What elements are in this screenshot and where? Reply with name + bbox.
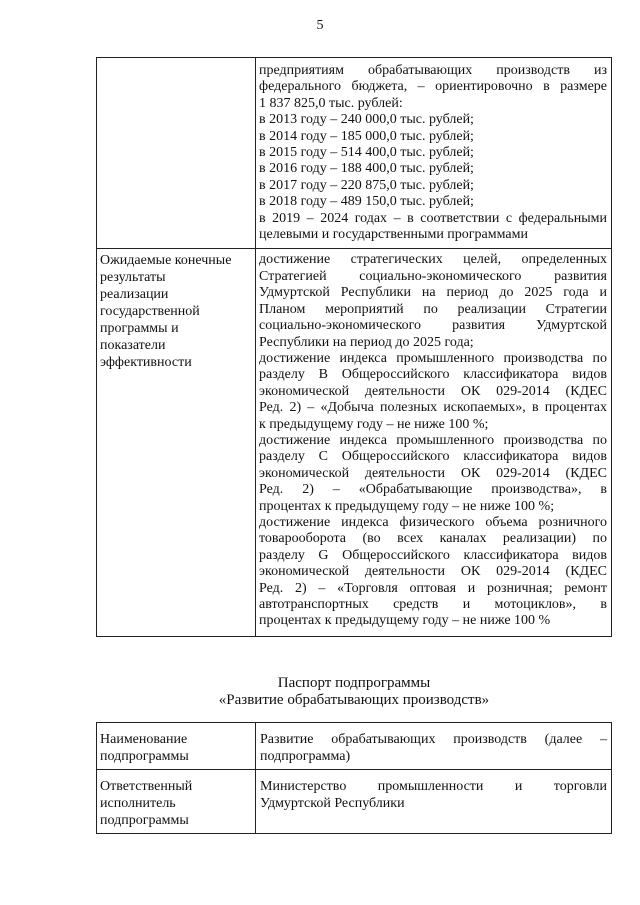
text-line: Министерство промышленности и торговли <box>260 779 607 794</box>
subprogram-name-label <box>97 723 256 770</box>
responsible-executor-row <box>97 770 612 834</box>
label-line: результаты <box>100 270 166 286</box>
funding-text-cell <box>256 58 612 249</box>
text-line: в 2015 году – 514 400,0 тыс. рублей; <box>259 145 474 161</box>
text-line: разделу G Общероссийского классификатора видов <box>259 547 607 563</box>
text-line: федерального бюджета, – ориентировочно в размере <box>259 79 607 95</box>
text-line: Развитие обрабатывающих производств (далее – <box>260 732 607 747</box>
text-line: Ред. 2) – «Обрабатывающие производства», в <box>259 482 607 498</box>
label-line: реализации <box>100 287 169 303</box>
text-line: достижение индекса физического объема розничного <box>259 514 607 530</box>
text-line: Республики на период до 2025 года; <box>259 334 474 350</box>
label-line: подпрограммы <box>100 813 189 828</box>
text-line: достижение индекса промышленного производства по <box>259 432 607 448</box>
text-line: в 2018 году – 489 150,0 тыс. рублей; <box>259 194 474 210</box>
subprogram-name-value <box>256 723 612 770</box>
page-number: 5 <box>316 18 324 33</box>
program-passport-table <box>96 57 612 637</box>
label-line: Ответственный <box>100 779 193 794</box>
text-line: Удмуртской Республики на период до 2025 года и <box>259 285 607 301</box>
expected-results-row <box>97 249 612 636</box>
text-line: в 2013 году – 240 000,0 тыс. рублей; <box>259 112 474 128</box>
text-line: целевыми и государственными программами <box>259 227 528 243</box>
text-line: к предыдущему году – не ниже 100 %; <box>259 416 489 432</box>
text-line: Планом мероприятий по реализации Стратегии <box>259 301 607 317</box>
text-line: достижение индекса промышленного производства по <box>259 350 607 366</box>
responsible-executor-label <box>97 770 256 834</box>
text-line: товарооборота (во всех каналах реализации) по <box>259 531 607 547</box>
text-line: достижение стратегических целей, определенных <box>259 252 607 268</box>
funding-continuation-row <box>97 58 612 249</box>
expected-results-text <box>256 249 612 636</box>
label-line: подпрограммы <box>100 749 189 764</box>
text-line: Удмуртской Республики <box>260 796 405 811</box>
text-line: процентах к предыдущему году – не ниже 100 %; <box>259 498 555 514</box>
subprogram-passport-title <box>96 675 612 709</box>
expected-results-label <box>97 249 256 636</box>
text-line: 1 837 825,0 тыс. рублей: <box>259 95 403 111</box>
text-line: Ред. 2) – «Торговля оптовая и розничная; ремонт <box>259 580 607 596</box>
text-line: в 2019 – 2024 годах – в соответствии с федеральными <box>259 210 607 226</box>
text-line: предприятиям обрабатывающих производств из <box>259 63 607 78</box>
text-line: разделу B Общероссийского классификатора видов <box>259 367 607 383</box>
passport-subtitle-line: «Развитие обрабатывающих производств» <box>218 692 490 708</box>
label-line: показатели <box>100 338 166 354</box>
text-line: Стратегией социально-экономического развития <box>259 268 607 284</box>
passport-title-line: Паспорт подпрограммы <box>277 675 431 691</box>
empty-label-cell <box>97 58 256 249</box>
text-line: экономической деятельности ОК 029-2014 (КДЕС <box>259 564 607 580</box>
text-line: в 2014 году – 185 000,0 тыс. рублей; <box>259 128 474 144</box>
label-line: эффективности <box>100 355 192 371</box>
label-line: Ожидаемые конечные <box>100 253 232 269</box>
text-line: разделу С Общероссийского классификатора видов <box>259 449 607 465</box>
subprogram-name-row <box>97 723 612 770</box>
text-line: автотранспортных средств и мотоциклов», в <box>259 597 607 612</box>
text-line: Ред. 2) – «Добыча полезных ископаемых», в процентах <box>259 400 607 416</box>
label-line: исполнитель <box>100 796 176 811</box>
label-line: государственной <box>100 304 200 320</box>
text-line: экономической деятельности ОК 029-2014 (КДЕС <box>259 383 607 399</box>
responsible-executor-value <box>256 770 612 834</box>
label-line: программы и <box>100 321 179 337</box>
subprogram-passport-table <box>96 722 612 834</box>
text-line: социально-экономического развития Удмуртской <box>259 318 607 334</box>
text-line: в 2016 году – 188 400,0 тыс. рублей; <box>259 161 474 177</box>
text-line: экономической деятельности ОК 029-2014 (КДЕС <box>259 465 607 481</box>
text-line: процентах к предыдущему году – не ниже 100 % <box>259 613 551 629</box>
label-line: Наименование <box>100 732 188 747</box>
text-line: подпрограмма) <box>260 749 351 764</box>
text-line: в 2017 году – 220 875,0 тыс. рублей; <box>259 177 474 193</box>
